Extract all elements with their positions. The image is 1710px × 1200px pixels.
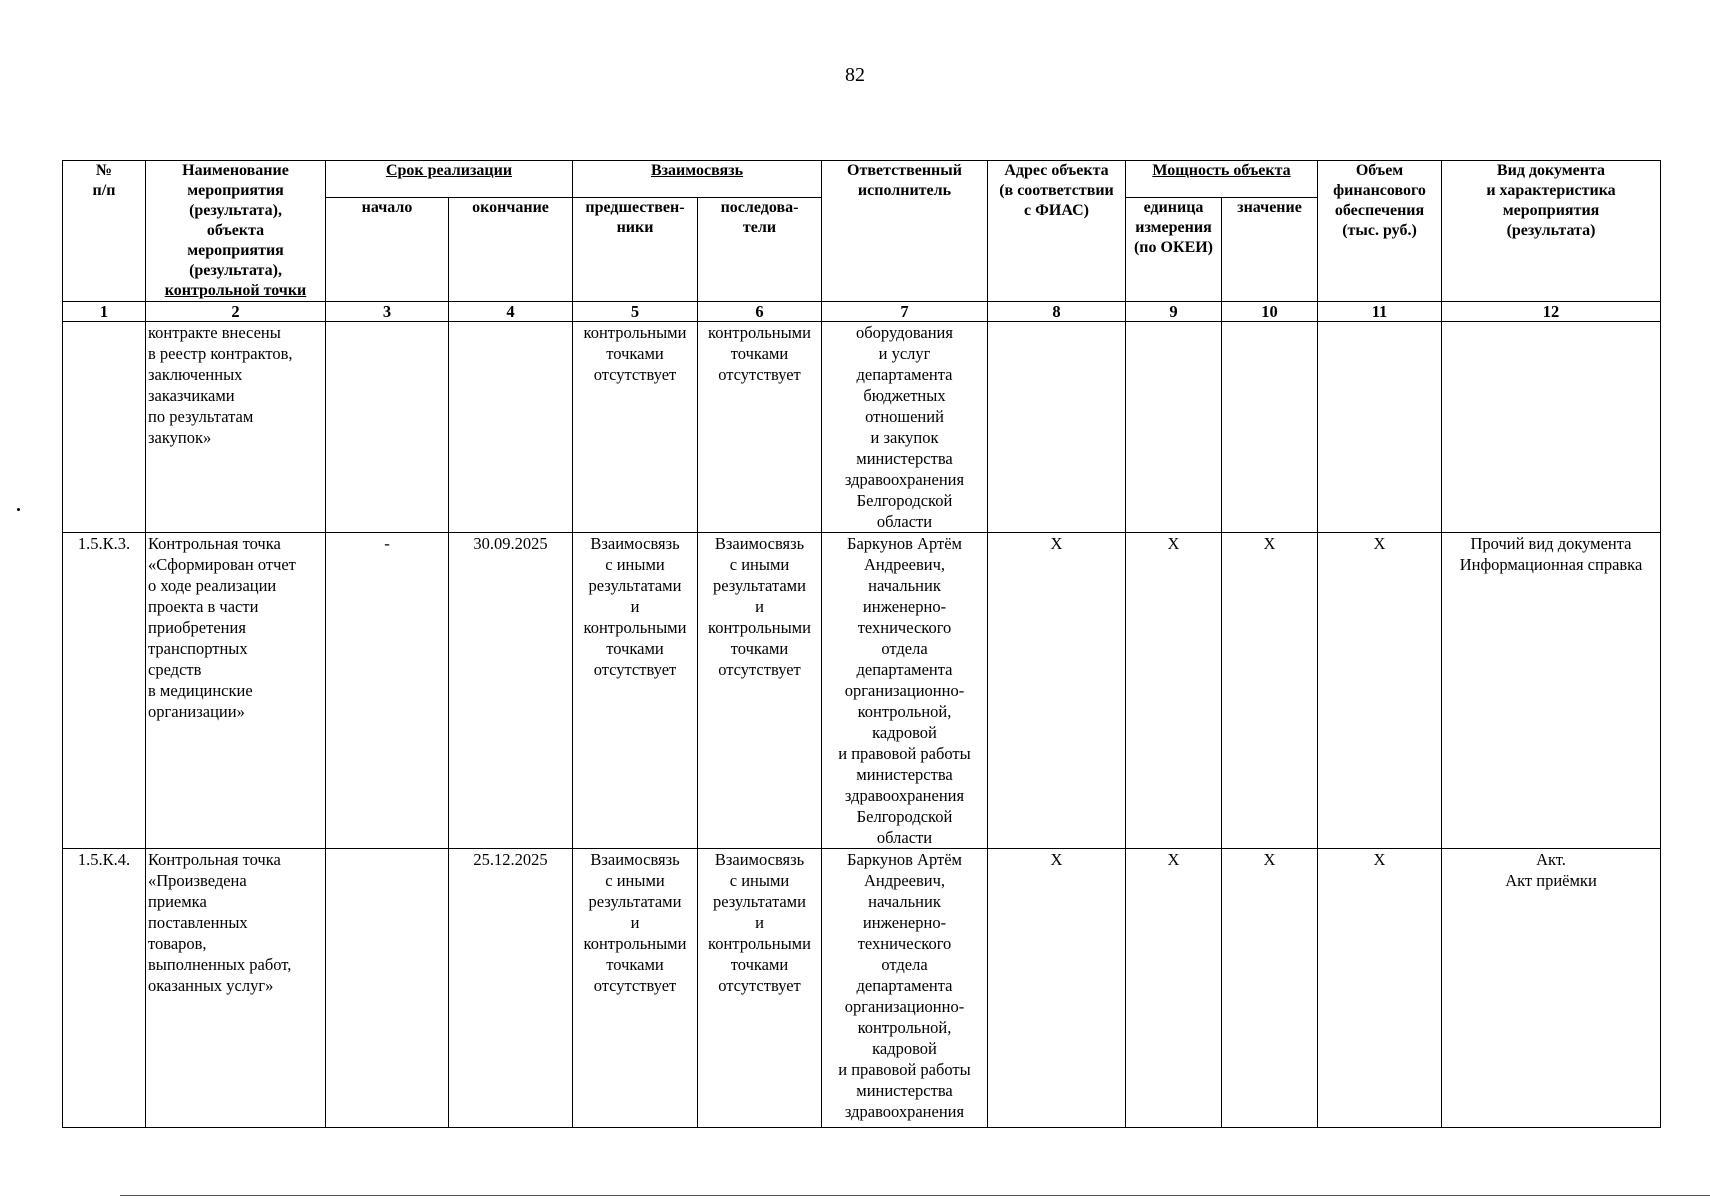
text-line: контрольной точки bbox=[164, 282, 307, 299]
row-num: 1.5.К.4. bbox=[63, 849, 146, 1128]
text-line: департамента bbox=[856, 976, 953, 995]
text-line: министерства bbox=[856, 1081, 953, 1100]
row-end bbox=[449, 322, 573, 533]
header-unit bbox=[1126, 198, 1222, 302]
text-line: с ФИАС) bbox=[1024, 202, 1089, 219]
col-num: 5 bbox=[573, 302, 698, 322]
text-line: технического bbox=[857, 934, 952, 953]
row-address: X bbox=[988, 849, 1126, 1128]
text-line: в медицинские bbox=[148, 681, 253, 700]
page-number: 82 bbox=[845, 64, 865, 86]
text-line: точками bbox=[730, 344, 789, 363]
row-doc bbox=[1442, 322, 1661, 533]
table-row bbox=[63, 849, 1661, 1128]
text-line: отсутствует bbox=[718, 660, 801, 679]
text-line: заказчиками bbox=[148, 386, 235, 405]
text-line: Вид документа bbox=[1496, 162, 1606, 179]
text-line: транспортных bbox=[148, 639, 248, 658]
row-value: X bbox=[1222, 533, 1318, 849]
row-funding bbox=[1318, 322, 1442, 533]
header-relation: Взаимосвязь bbox=[573, 161, 822, 198]
text-line: и характеристика bbox=[1486, 182, 1616, 199]
text-line: тели bbox=[742, 219, 777, 236]
text-line: (результата), bbox=[189, 262, 282, 279]
row-predecessors bbox=[573, 322, 698, 533]
text-line: технического bbox=[857, 618, 952, 637]
text-line: начальник bbox=[868, 892, 941, 911]
header-funding bbox=[1318, 161, 1442, 302]
text-line: точками bbox=[730, 639, 789, 658]
text-line: начальник bbox=[868, 576, 941, 595]
col-num: 4 bbox=[449, 302, 573, 322]
text-line: департамента bbox=[856, 660, 953, 679]
text-line: ники bbox=[616, 219, 654, 236]
text-line: и правовой работы bbox=[838, 744, 971, 763]
col-num: 7 bbox=[822, 302, 988, 322]
text-line: отсутствует bbox=[718, 365, 801, 384]
text-line: кадровой bbox=[872, 723, 937, 742]
header-name bbox=[146, 161, 326, 302]
row-start bbox=[326, 849, 449, 1128]
text-line: Акт приёмки bbox=[1505, 871, 1597, 890]
col-num: 9 bbox=[1126, 302, 1222, 322]
text-line: Взаимосвязь bbox=[714, 534, 805, 553]
row-doc bbox=[1442, 533, 1661, 849]
text-line: Контрольная точка bbox=[148, 534, 281, 553]
text-line: «Сформирован отчет bbox=[148, 555, 296, 574]
text-line: области bbox=[876, 512, 933, 531]
text-line: (тыс. руб.) bbox=[1342, 222, 1417, 239]
text-line: контрольными bbox=[708, 934, 811, 953]
text-line: мероприятия bbox=[187, 242, 284, 259]
col-num: 12 bbox=[1442, 302, 1661, 322]
text-line: отдела bbox=[881, 639, 928, 658]
text-line: министерства bbox=[856, 449, 953, 468]
text-line: № bbox=[95, 162, 113, 179]
text-line: результатами bbox=[713, 576, 806, 595]
text-line: о ходе реализации bbox=[148, 576, 277, 595]
row-responsible bbox=[822, 533, 988, 849]
text-line: отдела bbox=[881, 955, 928, 974]
text-line: финансового bbox=[1333, 182, 1426, 199]
header-successors bbox=[698, 198, 822, 302]
text-line: и правовой работы bbox=[838, 1060, 971, 1079]
header-address bbox=[988, 161, 1126, 302]
text-line: Взаимосвязь bbox=[590, 534, 680, 553]
text-line: министерства bbox=[856, 765, 953, 784]
row-successors bbox=[698, 533, 822, 849]
text-line: приобретения bbox=[148, 618, 246, 637]
col-num: 3 bbox=[326, 302, 449, 322]
text-line: и bbox=[630, 913, 640, 932]
row-name bbox=[146, 322, 326, 533]
text-line: точками bbox=[606, 639, 664, 658]
text-line: с иными bbox=[729, 555, 790, 574]
scan-dot bbox=[17, 508, 20, 511]
text-line: результатами bbox=[588, 576, 682, 595]
text-line: в реестр контрактов, bbox=[148, 344, 293, 363]
text-line: Прочий вид документа bbox=[1470, 534, 1632, 553]
text-line: контрольными bbox=[583, 323, 687, 342]
row-unit: X bbox=[1126, 849, 1222, 1128]
row-successors bbox=[698, 849, 822, 1128]
text-line: с иными bbox=[605, 555, 665, 574]
text-line: проекта в части bbox=[148, 597, 259, 616]
row-value: X bbox=[1222, 849, 1318, 1128]
text-line: Контрольная точка bbox=[148, 850, 281, 869]
text-line: организации» bbox=[148, 702, 245, 721]
text-line: результатами bbox=[588, 892, 682, 911]
text-line: контрольной, bbox=[857, 702, 952, 721]
row-funding: X bbox=[1318, 849, 1442, 1128]
text-line: области bbox=[876, 828, 933, 847]
text-line: оборудования bbox=[856, 323, 953, 342]
header-row-1 bbox=[63, 161, 1661, 198]
text-line: выполненных работ, bbox=[148, 955, 292, 974]
row-doc bbox=[1442, 849, 1661, 1128]
bottom-rule bbox=[120, 1195, 1710, 1196]
col-num: 8 bbox=[988, 302, 1126, 322]
text-line: точками bbox=[606, 955, 664, 974]
text-line: закупок» bbox=[148, 428, 212, 447]
text-line: и bbox=[755, 597, 764, 616]
text-line: организационно- bbox=[844, 681, 965, 700]
text-line: кадровой bbox=[872, 1039, 937, 1058]
text-line: Белгородской bbox=[856, 807, 953, 826]
text-line: (результата), bbox=[189, 202, 282, 219]
text-line: Взаимосвязь bbox=[714, 850, 805, 869]
col-num: 2 bbox=[146, 302, 326, 322]
header-end: окончание bbox=[449, 198, 573, 302]
text-line: измерения bbox=[1135, 219, 1212, 236]
text-line: контракте внесены bbox=[148, 323, 281, 342]
text-line: Информационная справка bbox=[1459, 555, 1643, 574]
text-line: организационно- bbox=[844, 997, 965, 1016]
text-line: (в соответствии bbox=[999, 182, 1114, 199]
text-line: предшествен- bbox=[585, 199, 685, 216]
column-numbers-row bbox=[63, 302, 1661, 322]
text-line: мероприятия bbox=[1502, 202, 1600, 219]
text-line: и bbox=[630, 597, 640, 616]
row-name bbox=[146, 849, 326, 1128]
text-line: заключенных bbox=[148, 365, 243, 384]
text-line: с иными bbox=[729, 871, 790, 890]
text-line: Ответственный bbox=[847, 162, 962, 179]
text-line: последова- bbox=[720, 199, 799, 216]
text-line: Андреевич, bbox=[863, 555, 946, 574]
text-line: приемка bbox=[148, 892, 207, 911]
col-num: 6 bbox=[698, 302, 822, 322]
text-line: и услуг bbox=[878, 344, 931, 363]
row-predecessors bbox=[573, 533, 698, 849]
text-line: отношений bbox=[865, 407, 944, 426]
text-line: инженерно- bbox=[862, 913, 947, 932]
text-line: здравоохранения bbox=[844, 1102, 965, 1121]
text-line: Наименование bbox=[182, 162, 289, 179]
text-line: контрольными bbox=[708, 618, 811, 637]
text-line: исполнитель bbox=[857, 182, 952, 199]
text-line: Акт. bbox=[1536, 850, 1566, 869]
text-line: и bbox=[755, 913, 764, 932]
text-line: оказанных услуг» bbox=[148, 976, 274, 995]
text-line: по результатам bbox=[148, 407, 254, 426]
text-line: Взаимосвязь bbox=[590, 850, 680, 869]
header-num bbox=[63, 161, 146, 302]
row-successors bbox=[698, 322, 822, 533]
row-end: 30.09.2025 bbox=[449, 533, 573, 849]
row-predecessors bbox=[573, 849, 698, 1128]
text-line: контрольными bbox=[708, 323, 811, 342]
row-funding: X bbox=[1318, 533, 1442, 849]
text-line: поставленных bbox=[148, 913, 248, 932]
text-line: здравоохранения bbox=[844, 786, 965, 805]
row-start bbox=[326, 322, 449, 533]
text-line: отсутствует bbox=[593, 976, 677, 995]
text-line: (по ОКЕИ) bbox=[1133, 239, 1214, 256]
row-start: - bbox=[326, 533, 449, 849]
col-num: 1 bbox=[63, 302, 146, 322]
header-start: начало bbox=[326, 198, 449, 302]
text-line: единица bbox=[1143, 199, 1204, 216]
row-num: 1.5.К.3. bbox=[63, 533, 146, 849]
row-address bbox=[988, 322, 1126, 533]
text-line: контрольными bbox=[583, 934, 687, 953]
col-num: 11 bbox=[1318, 302, 1442, 322]
text-line: средств bbox=[148, 660, 202, 679]
row-address: X bbox=[988, 533, 1126, 849]
text-line: (результата) bbox=[1506, 222, 1596, 239]
header-capacity: Мощность объекта bbox=[1126, 161, 1318, 198]
text-line: отсутствует bbox=[718, 976, 801, 995]
text-line: «Произведена bbox=[148, 871, 247, 890]
header-period: Срок реализации bbox=[326, 161, 573, 198]
text-line: товаров, bbox=[148, 934, 207, 953]
text-line: с иными bbox=[605, 871, 665, 890]
text-line: и закупок bbox=[870, 428, 939, 447]
text-line: результатами bbox=[713, 892, 806, 911]
row-unit: X bbox=[1126, 533, 1222, 849]
row-name bbox=[146, 533, 326, 849]
text-line: Андреевич, bbox=[863, 871, 946, 890]
text-line: объекта bbox=[206, 222, 265, 239]
row-responsible bbox=[822, 849, 988, 1128]
row-num bbox=[63, 322, 146, 533]
row-responsible bbox=[822, 322, 988, 533]
text-line: Баркунов Артём bbox=[846, 534, 962, 553]
text-line: обеспечения bbox=[1334, 202, 1425, 219]
table-row bbox=[63, 533, 1661, 849]
text-line: точками bbox=[606, 344, 664, 363]
header-value: значение bbox=[1222, 198, 1318, 302]
text-line: бюджетных bbox=[863, 386, 946, 405]
table-row bbox=[63, 322, 1661, 533]
text-line: контрольными bbox=[583, 618, 687, 637]
text-line: отсутствует bbox=[593, 660, 677, 679]
text-line: отсутствует bbox=[593, 365, 677, 384]
row-end: 25.12.2025 bbox=[449, 849, 573, 1128]
text-line: Объем bbox=[1355, 162, 1404, 179]
text-line: мероприятия bbox=[187, 182, 284, 199]
row-unit bbox=[1126, 322, 1222, 533]
text-line: департамента bbox=[856, 365, 953, 384]
text-line: Баркунов Артём bbox=[846, 850, 962, 869]
text-line: Адрес объекта bbox=[1004, 162, 1109, 179]
col-num: 10 bbox=[1222, 302, 1318, 322]
text-line: Белгородской bbox=[856, 491, 953, 510]
text-line: контрольной, bbox=[857, 1018, 952, 1037]
row-value bbox=[1222, 322, 1318, 533]
plan-table bbox=[62, 160, 1661, 1128]
header-doc bbox=[1442, 161, 1661, 302]
text-line: точками bbox=[730, 955, 789, 974]
text-line: п/п bbox=[92, 182, 116, 199]
text-line: здравоохранения bbox=[844, 470, 965, 489]
text-line: инженерно- bbox=[862, 597, 947, 616]
header-responsible bbox=[822, 161, 988, 302]
header-predecessors bbox=[573, 198, 698, 302]
